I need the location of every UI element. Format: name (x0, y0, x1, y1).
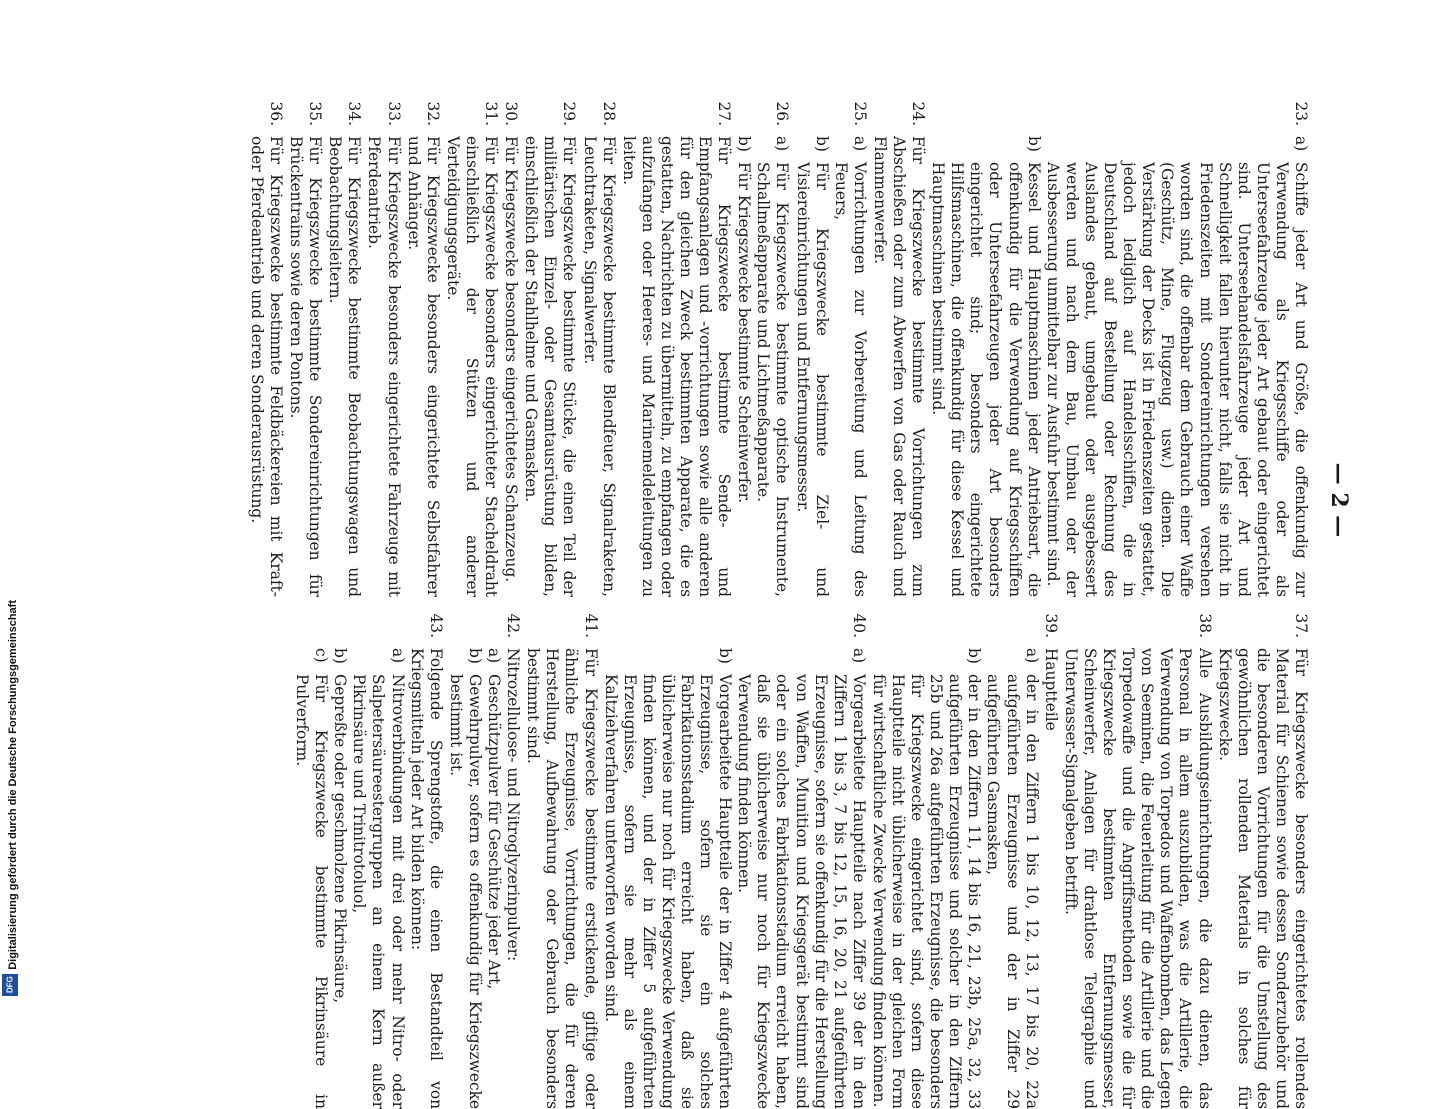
sub-item (601, 648, 735, 1109)
item-number: 29. (560, 101, 579, 126)
sub-item-letter: a) (773, 136, 792, 152)
list-item (579, 92, 617, 597)
sub-item-text: Geschützpulver für Geschütze jeder Art, (485, 674, 504, 990)
list-item (792, 92, 868, 597)
item-number: 27. (715, 101, 734, 126)
list-item (870, 92, 927, 597)
item-text: Für Kriegszwecke bestimmte Blendfeuer, Signalraketen, Leuchtraketen, Signalwerfer. (580, 136, 618, 597)
sub-item-text: Für Kriegszwecke bestimmte Pikrinsäure in Pulverform. (293, 674, 331, 1109)
list-item (325, 92, 363, 597)
item-number: 26. (773, 101, 792, 126)
sub-item-letter: a) (850, 136, 869, 152)
sub-item (330, 648, 349, 1109)
sub-item (869, 648, 984, 1109)
item-number: 30. (502, 101, 521, 126)
sub-item (446, 648, 484, 1109)
list-item (869, 604, 1060, 1109)
item-number: 40. (849, 613, 868, 638)
item-text: Für Kriegszwecke bestimmte Beobachtungswagen und Beobachtungsleitern. (326, 136, 364, 597)
sub-item-letter: a) (485, 648, 504, 664)
list-item (364, 92, 402, 597)
item-number: 23. (1292, 101, 1310, 126)
sub-item (928, 136, 1043, 597)
sub-item-text: Nitroverbindungen mit drei oder mehr Nitro- oder Salpetersäureestergruppen an einem Kern außer Pikrinsäure und Trinitrotoluol, (350, 674, 407, 1109)
sub-item (753, 136, 791, 597)
item-number: 41. (581, 613, 600, 638)
item-number: 36. (267, 101, 286, 126)
sub-item-letter: c) (312, 648, 331, 663)
sub-item (734, 648, 868, 1109)
item-number: 24. (909, 101, 928, 126)
sub-item (831, 136, 869, 597)
sub-item-text: Vorrichtungen zur Vorbereitung und Leitung des Feuers, (831, 162, 869, 597)
item-text: Alle Ausbildungseinrichtungen, die dazu dienen, das Personal in allem auszubilden, was die Artillerie, die Verwendung von Torpedos und Waffenbomben, das Legen von Seeminen, die Feuerleitung für die Artillerie und die Torpedowaffe und die Angriffsmethoden sowie die für Kriegszwecke bestimmten Entfernungsmesser, Scheinwerfer, Anlagen für drahtlose Telegraphie und Unterwasser-Signalgeben betrifft. (1061, 648, 1214, 1109)
item-text: Für Kriegszwecke besonders eingerichtetes rollendes Material für Schienen sowie dessen Sonderzubehör und die besonderen Vorrichtungen für die Umstellung des gewöhnlichen rollenden Materials in solches für Kriegszwecke. (1215, 648, 1310, 1109)
sub-item-letter: a) (1022, 648, 1041, 664)
sub-item-letter: a) (388, 648, 407, 664)
list-item (286, 92, 324, 597)
sub-item (734, 136, 753, 597)
sub-item-letter: b) (812, 136, 831, 152)
sub-item (983, 648, 1040, 1109)
sub-item-text: Kessel und Hauptmaschinen jeder Antriebsart, die offenkundig für die Verwendung auf Kriegsschiffen oder Unterseefahrzeugen jeder Art besonders eingerichtet sind; besonders eingerichtete Hilfsmaschinen, die offenkundig für diese Kessel und Hauptmaschinen bestimmt sind. (929, 162, 1043, 597)
list-item (601, 604, 868, 1109)
list-item (1215, 604, 1310, 1109)
item-text: Für Kriegszwecke besonders eingerichtetes Schanzzeug. (502, 136, 521, 583)
sub-item-text: Für Kriegszwecke bestimmte Scheinwerfer. (735, 162, 754, 504)
item-number: 38. (1195, 613, 1214, 638)
sub-item-text: Für Kriegszwecke bestimmte Ziel- und Visiereinrichtungen und Entfernungsmesser. (793, 162, 831, 597)
footer-strip (0, 0, 24, 1000)
sub-item-text: Gepreßte oder geschmolzene Pikrinsäure, (331, 674, 350, 1004)
sub-item (792, 136, 830, 597)
item-number: 42. (504, 613, 523, 638)
item-number: 35. (306, 101, 325, 126)
list-item (521, 92, 578, 597)
item-text: Für Kriegszwecke besonders eingerichtete Selbstfahrer und Anhänger. (404, 136, 442, 597)
item-text: Für Kriegszwecke bestimmte Feldbäckereien mit Kraft- oder Pferdeantrieb und deren Sonderausrüstung. (247, 136, 286, 597)
left-column (246, 92, 1310, 597)
list-item (247, 92, 285, 597)
sub-item-letter: a) (1292, 136, 1310, 152)
sub-item (292, 648, 330, 1109)
item-number: 33. (384, 101, 403, 126)
footer-credit: Digitalisierung gefördert durch die Deutsche Forschungsgemeinschaft (7, 600, 19, 970)
sub-item-text: Für Kriegszwecke bestimmte optische Instrumente, Schallmeßapparate und Lichtmeßapparate. (754, 162, 792, 597)
dfg-logo: DFG (2, 974, 18, 996)
item-text: Für Kriegszwecke bestimmte Stücke, die einen Teil der militärischen Einzel- oder Gesamtausrüstung bilden, einschließlich der Stahlhelme und Gasmasken. (522, 136, 579, 597)
list-item (523, 604, 599, 1109)
item-number: 31. (482, 101, 501, 126)
sub-item-text: Gewehrpulver, sofern es offenkundig für Kriegszwecke bestimmt ist. (446, 674, 484, 1109)
right-column (291, 604, 1310, 1109)
list-item (501, 92, 520, 597)
sub-item-letter: a) (849, 648, 868, 664)
sub-item-text: Vorgearbeitete Hauptteile der in Ziffer 4 aufgeführten Erzeugnisse, sofern sie ein solches Fabrikationsstadium erreicht haben, daß sie üblicherweise nur noch für Kriegszwecke Verwendung finden können, und der in Ziffer 5 aufgeführten Erzeugnisse, sofern sie mehr als einem Kaltziehverfahren unterworfen worden sind. (601, 674, 735, 1109)
list-item (443, 92, 500, 597)
item-text: Für Kriegszwecke bestimmte erstickende, giftige oder ähnliche Erzeugnisse, Vorrichtungen, die für deren Herstellung, Aufbewahrung oder Gebrauch besonders bestimmt sind. (524, 648, 600, 1109)
item-text: Für Kriegszwecke bestimmte Sondereinrichtungen für Brückentrains sowie deren Pontons. (287, 136, 325, 597)
item-text: Für Kriegszwecke bestimmte Vorrichtungen zum Abschießen oder zum Abwerfen von Gas oder Rauch und Flammenwerfer. (870, 136, 928, 597)
sub-item-letter: b) (465, 648, 484, 664)
sub-item (1043, 136, 1310, 597)
sub-item-letter: b) (735, 136, 754, 152)
item-number: 34. (345, 101, 364, 126)
sub-item (349, 648, 406, 1109)
sub-item-text: der in den Ziffern 1 bis 10, 12, 13, 17 bis 20, 22a aufgeführten Erzeugnisse und der in Ziffer 29 aufgeführten Gasmasken, (984, 674, 1041, 1109)
item-text: Hauptteile (1041, 648, 1060, 731)
item-text: Für Kriegszwecke bestimmte Sende- und Empfangsanlagen und -vorrichtungen sowie alle anderen für den gleichen Zweck bestimmten Apparate, die es gestatten, Nachrichten zu übermitteln, zu empfangen oder aufzufangen oder Heeres- und Marinemeldeleitungen zu leiten. (619, 136, 734, 597)
sub-item-text: der in den Ziffern 11, 14 bis 16, 21, 23b, 25a, 32, 33 aufgeführten Erzeugnisse und solcher in den Ziffern 25b und 26a aufgeführten Erzeugnisse, die besonders für Kriegszwecke eingerichtet sind, sofern diese Hauptteile nicht üblicherweise in der gleichen Form für wirtschaftliche Zwecke Verwendung finden können. (869, 674, 984, 1109)
item-number: 43. (426, 613, 445, 638)
list-item (619, 92, 734, 597)
sub-item-letter: b) (331, 648, 350, 664)
list-item (928, 92, 1310, 597)
list-item (292, 604, 445, 1109)
sub-item-letter: b) (716, 648, 735, 664)
list-item (1061, 604, 1214, 1109)
item-number: 37. (1292, 613, 1310, 638)
sub-item-text: Schiffe jeder Art und Größe, die offenkundig zur Verwendung als Kriegsschiffe oder als Unterseefahrzeuge jeder Art gebaut oder eingerichtet sind. Unterseehandelsfahrzeuge jeder Art und Schnelligkeit fallen hierunter nicht, falls sie nicht in Friedenszeiten mit Sondereinrichtungen versehen worden sind, die offenbar dem Gebrauch einer Waffe (Geschütz, Mine, Flugzeug usw.) dienen. Die Verstärkung der Decks ist in Friedenszeiten gestattet, jedoch lediglich auf Handelsschiffen, die in Deutschland auf Bestellung oder Rechnung des Auslandes gebaut, umgebaut oder ausgebessert werden und nach dem Bau, Umbau oder der Ausbesserung unmittelbar zur Ausfuhr bestimmt sind. (1043, 162, 1310, 597)
page-number: — 2 — (1326, 462, 1352, 538)
list-item (404, 92, 442, 597)
list-item (734, 92, 791, 597)
item-text: Für Kriegszwecke besonders eingerichtete Fahrzeuge mit Pferdeantrieb. (365, 136, 403, 597)
list-item (446, 604, 522, 1109)
sub-item (484, 648, 503, 1109)
item-number: 28. (599, 101, 618, 126)
item-text: Nitrozellulose- und Nitroglyzerinpulver: (504, 648, 523, 962)
item-number: 25. (850, 101, 869, 126)
sub-item-text: Vorgearbeitete Hauptteile nach Ziffer 39 der in den Ziffern 1 bis 3, 7 bis 12, 15, 16, 20, 21 aufgeführten Erzeugnisse, sofern sie offenkundig für die Herstellung von Waffen, Munition und Kriegsgerät bestimmt sind oder ein solches Fabrikationsstadium erreicht haben, daß sie üblicherweise nur noch für Kriegszwecke Verwendung finden können. (735, 674, 868, 1109)
item-number: 32. (423, 101, 442, 126)
sub-item-letter: b) (1024, 136, 1043, 152)
item-number: 39. (1041, 613, 1060, 638)
sub-item-letter: b) (965, 648, 984, 664)
item-text: Folgende Sprengstoffe, die einen Bestandteil von Kriegsmitteln jeder Art bilden können: (407, 648, 445, 1109)
item-text: Für Kriegszwecke besonders eingerichteter Stacheldraht einschließlich der Stützen und anderer Verteidigungsgeräte. (443, 136, 501, 597)
